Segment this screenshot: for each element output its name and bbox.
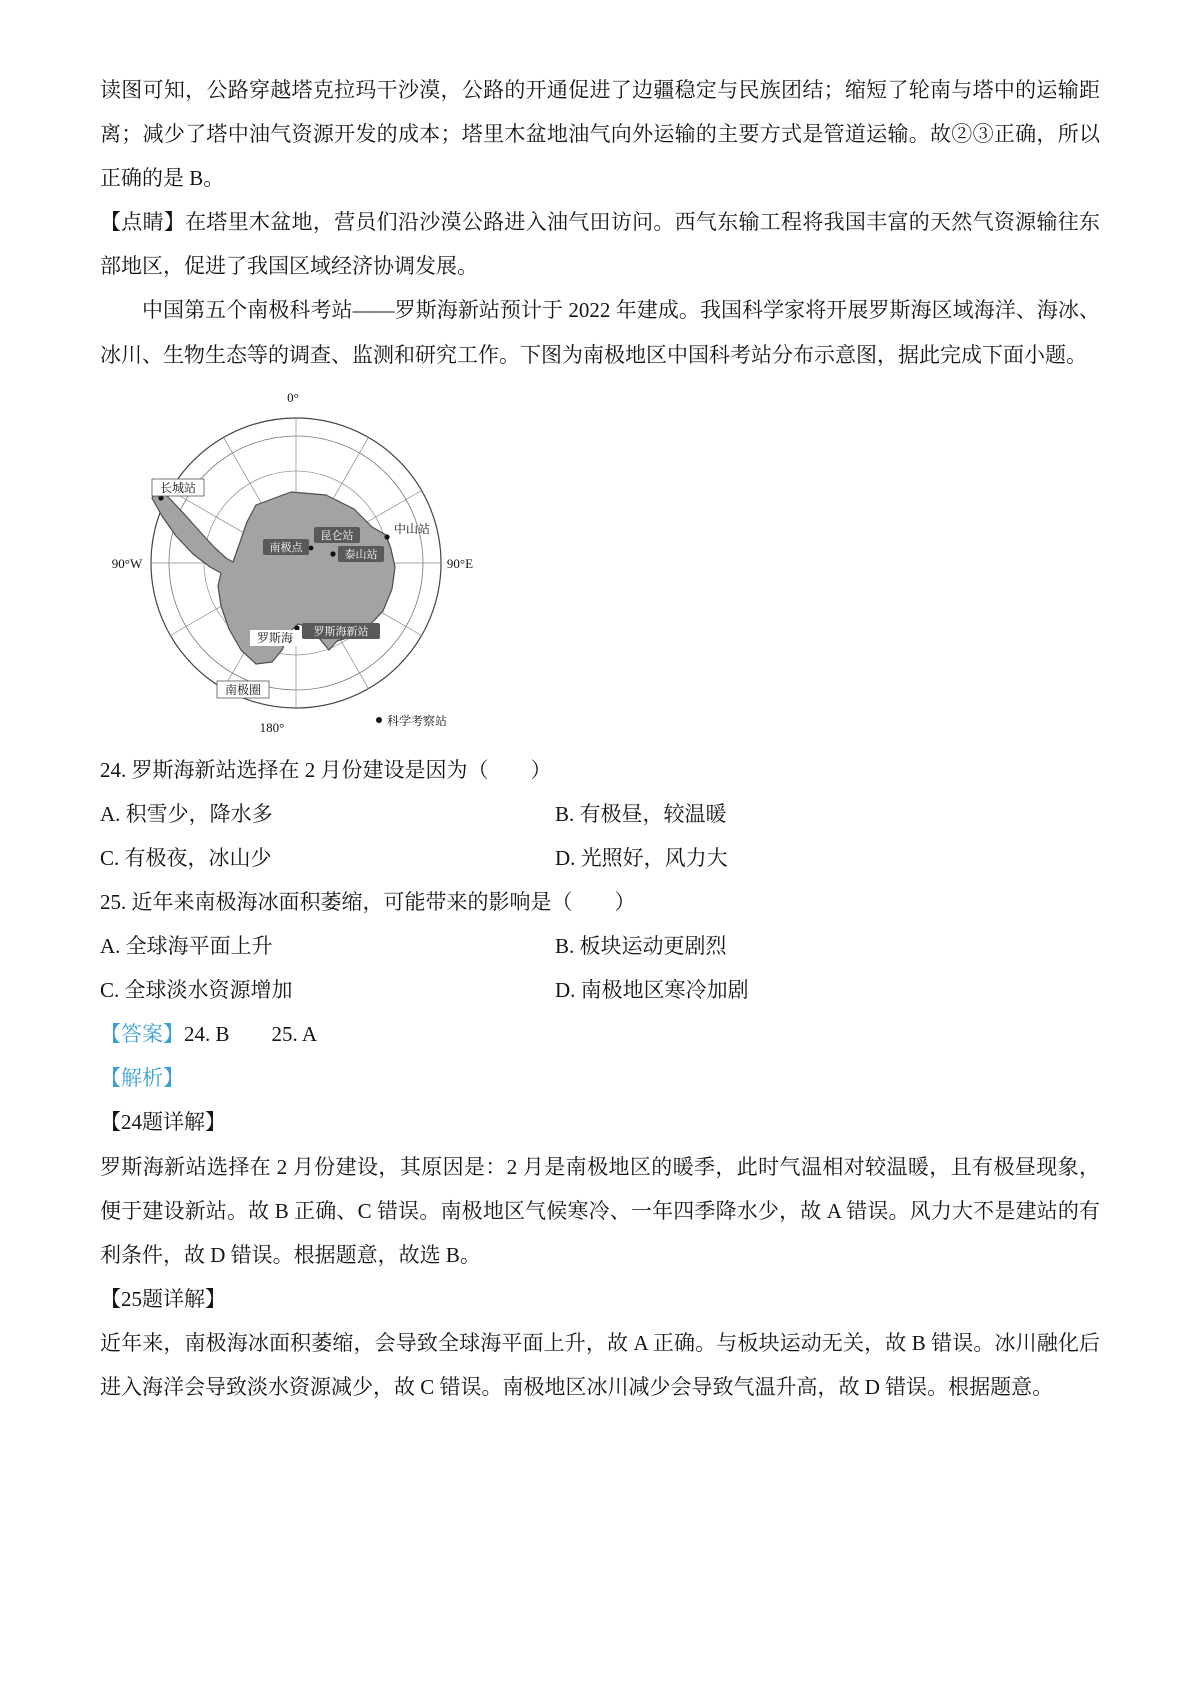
label-180deg: 180° (259, 719, 285, 735)
question-24-stem: 24. 罗斯海新站选择在 2 月份建设是因为（ ） (100, 757, 552, 782)
antarctica-map-figure (106, 387, 1100, 744)
taishan-station-dot (330, 551, 335, 556)
question-25-stem: 25. 近年来南极海冰面积萎缩，可能带来的影响是（ ） (100, 889, 636, 914)
question-24-option-d: D. 光照好，风力大 (555, 845, 728, 870)
question-25 (100, 880, 1100, 1012)
legend-station-dot-icon (376, 717, 382, 723)
taishan-station-label: 泰山站 (344, 548, 378, 561)
jiexi-line (100, 1056, 1100, 1100)
ross-sea-label: 罗斯海 (256, 630, 294, 645)
south-pole-dot (309, 545, 314, 550)
dianjing-tag: 【点睛】 (100, 210, 186, 235)
changcheng-station-label: 长城站 (159, 480, 197, 495)
label-0deg: 0° (287, 389, 299, 405)
kunlun-station-label: 昆仑站 (320, 529, 354, 542)
label-90e: 90°E (446, 555, 474, 571)
dianjing-paragraph (100, 200, 1100, 288)
question-25-option-c: C. 全球淡水资源增加 (100, 978, 293, 1003)
question-24-option-b: B. 有极昼，较温暖 (555, 801, 727, 826)
answer-text: 24. B 25. A (184, 1022, 318, 1047)
question-25-option-a: A. 全球海平面上升 (100, 934, 273, 959)
zhongshan-station-label: 中山站 (394, 521, 431, 536)
antarctica-map (106, 387, 486, 739)
legend-station-label: 科学考察站 (387, 713, 448, 728)
answer-line (100, 1012, 1100, 1056)
ross-new-station-label: 罗斯海新站 (313, 625, 369, 638)
intro-paragraph: 中国第五个南极科考站——罗斯海新站预计于 2022 年建成。我国科学家将开展罗斯海区域海洋、海冰、冰川、生物生态等的调查、监测和研究工作。下图为南极地区中国科考站分布示意图，据此完成下面小题。 (100, 298, 1100, 367)
zhongshan-station-dot (384, 534, 389, 539)
detail-24-text: 罗斯海新站选择在 2 月份建设，其原因是：2 月是南极地区的暖季，此时气温相对较温暖，且有极昼现象，便于建设新站。故 B 正确、C 错误。南极地区气候寒冷、一年四季降水少，故 A 错误。风力大不是建站的有利条件，故 D 错误。根据题意，故选 B。 (100, 1154, 1100, 1267)
analysis-paragraph-top: 读图可知，公路穿越塔克拉玛干沙漠，公路的开通促进了边疆稳定与民族团结；缩短了轮南与塔中的运输距离；减少了塔中油气资源开发的成本；塔里木盆地油气向外运输的主要方式是管道运输。故②③正确，所以正确的是 B。 (100, 78, 1100, 191)
map-legend (376, 713, 447, 728)
dianjing-text: 在塔里木盆地，营员们沿沙漠公路进入油气田访问。西气东输工程将我国丰富的天然气资源输往东部地区，促进了我国区域经济协调发展。 (100, 210, 1101, 279)
answer-tag: 【答案】 (100, 1022, 184, 1047)
antarctic-circle-label: 南极圈 (224, 682, 262, 697)
detail-25-text: 近年来，南极海冰面积萎缩，会导致全球海平面上升，故 A 正确。与板块运动无关，故 B 错误。冰川融化后进入海洋会导致淡水资源减少，故 C 错误。南极地区冰川减少会导致气温升高，故 D 错误。根据题意。 (100, 1330, 1100, 1399)
question-24 (100, 748, 1100, 880)
detail-24-heading: 【24题详解】 (100, 1110, 226, 1135)
jiexi-tag: 【解析】 (100, 1066, 184, 1091)
ross-new-station-dot (294, 625, 299, 630)
question-24-options (100, 792, 1100, 880)
south-pole-label: 南极点 (269, 541, 303, 554)
question-25-options (100, 924, 1100, 1012)
question-24-option-c: C. 有极夜，冰山少 (100, 845, 272, 870)
label-90w: 90°W (111, 555, 143, 571)
question-25-option-d: D. 南极地区寒冷加剧 (555, 978, 749, 1003)
detail-25-heading: 【25题详解】 (100, 1286, 226, 1311)
question-24-option-a: A. 积雪少，降水多 (100, 801, 273, 826)
question-25-option-b: B. 板块运动更剧烈 (555, 934, 727, 959)
